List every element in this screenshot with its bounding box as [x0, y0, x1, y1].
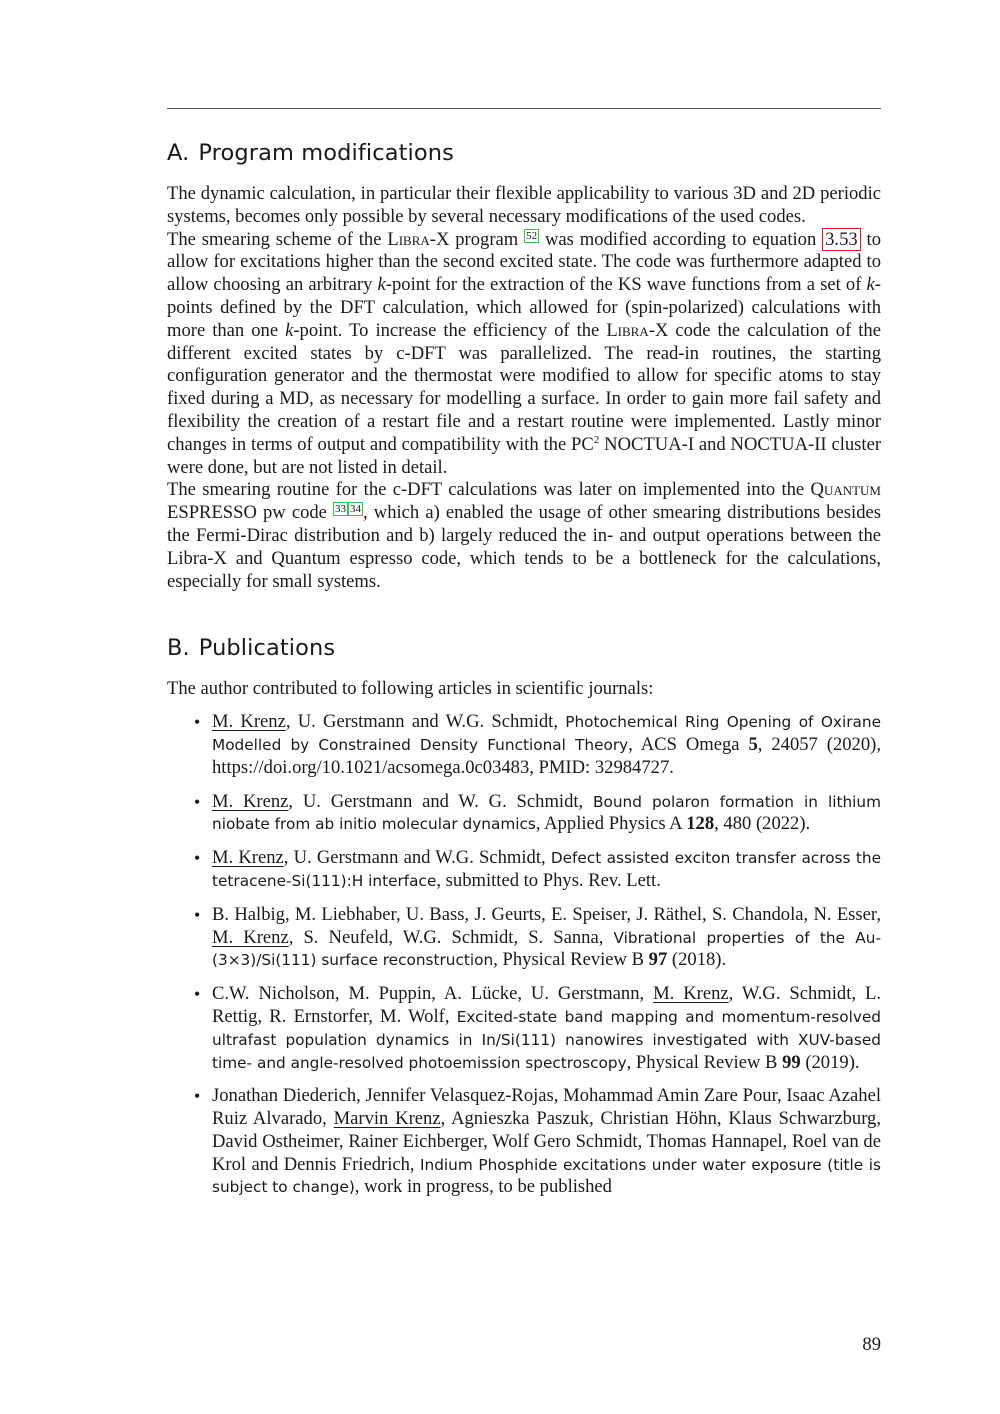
pub-journal: , submitted to Phys. Rev. Lett.: [436, 869, 661, 891]
pub-authors-post: , U. Gerstmann and W.G. Schmidt,: [283, 847, 551, 869]
text-run: -X program: [429, 228, 525, 250]
k-symbol: k: [285, 319, 294, 341]
pub-tail: , 24057 (2020), https://doi.org/10.1021/acsomega.0c03483, PMID: 32984727.: [212, 733, 881, 778]
page-content: [167, 110, 881, 1210]
pub-journal: , ACS Omega: [628, 733, 749, 755]
section-a-paragraph-3: [167, 479, 881, 593]
text-run: NOCTUA-I and NOCTUA-II cluster were done, but are not listed in detail.: [167, 433, 882, 478]
pub-volume: 5: [748, 733, 758, 755]
libra-name: Libra: [606, 319, 649, 341]
pub-authors-pre: B. Halbig, M. Liebhaber, U. Bass, J. Geurts, E. Speiser, J. Räthel, S. Chandola, N. Esser,: [212, 903, 881, 925]
pub-journal: , Applied Physics A: [535, 813, 687, 835]
publications-intro: The author contributed to following articles in scientific journals:: [167, 678, 654, 700]
section-a-heading: [167, 140, 881, 166]
pub-author-highlight: M. Krenz: [212, 711, 286, 733]
pub-journal: , work in progress, to be published: [354, 1176, 612, 1198]
publication-item: [167, 904, 881, 972]
pub-volume: 99: [782, 1051, 801, 1073]
bullet-icon: •: [194, 791, 201, 812]
pub-authors-pre: Jonathan Diederich, Jennifer Velasquez-Rojas, Mohammad Amin Zare Pour, Isaac Azahel Ruiz Alvarado,: [212, 1085, 881, 1130]
pub-authors-post: , Agnieszka Paszuk, Christian Höhn, Klaus Schwarzburg, David Ostheimer, Rainer Eichberger, Wolf Gero Schmidt, Thomas Hannapel, Roel van de Krol and Dennis Friedrich,: [212, 1108, 882, 1175]
superscript: 2: [593, 433, 600, 446]
pub-title: Bound polaron formation in lithium niobate from ab initio molecular dynamics: [212, 792, 881, 834]
section-a-number: A.: [167, 140, 190, 166]
k-symbol: k: [377, 274, 386, 296]
pub-author-highlight: M. Krenz: [212, 926, 289, 948]
text-run: -point. To increase the efficiency of the: [293, 319, 607, 341]
pub-authors-post: , W.G. Schmidt, L. Rettig, R. Ernstorfer, M. Wolf,: [212, 983, 881, 1027]
pub-title: Photochemical Ring Opening of Oxirane Modelled by Constrained Density Functional Theory: [212, 713, 881, 754]
header-rule: [167, 108, 881, 109]
pub-authors-pre: C.W. Nicholson, M. Puppin, A. Lücke, U. Gerstmann,: [212, 983, 654, 1005]
pub-volume: 97: [648, 949, 668, 971]
publication-item: [167, 711, 881, 779]
pub-tail: (2019).: [800, 1051, 860, 1073]
section-b-number: B.: [167, 635, 190, 662]
citation-link[interactable]: 33: [335, 503, 347, 516]
text-run: ESPRESSO pw code: [167, 502, 334, 524]
citation-link[interactable]: 34: [350, 503, 362, 516]
text-run: was modified according to equation: [539, 228, 823, 250]
text-run: -point for the extraction of the KS wave functions from a set of: [385, 274, 867, 296]
section-a-title: Program modifications: [198, 140, 454, 166]
page-number: 89: [862, 1334, 881, 1355]
k-symbol: k: [866, 274, 875, 296]
pub-title: Indium Phosphide excitations under water exposure (title is subject to change): [212, 1155, 881, 1197]
text-run: The smearing scheme of the: [167, 228, 388, 250]
pub-authors-post: , U. Gerstmann and W.G. Schmidt,: [285, 711, 566, 733]
pub-authors-post: , U. Gerstmann and W. G. Schmidt,: [288, 790, 593, 812]
text-run: -points defined by the DFT calculation, which allowed for (spin-polarized) calculations with more than one: [167, 274, 881, 341]
bullet-icon: •: [194, 984, 201, 1005]
bullet-icon: •: [194, 712, 201, 733]
pub-author-highlight: M. Krenz: [653, 983, 729, 1005]
libra-name: Libra: [387, 228, 430, 250]
pub-title: Defect assisted exciton transfer across the tetracene-Si(111):H interface: [212, 849, 881, 890]
publication-list: [167, 711, 881, 1199]
pub-tail: , 480 (2022).: [714, 813, 811, 835]
text-run: to allow for excitations higher than the second excited state. The code was furthermore adapted to allow choosing an arbitrary: [167, 228, 881, 296]
citation-link[interactable]: 52: [526, 229, 538, 242]
quantum-name: Quantum: [810, 479, 881, 501]
equation-link[interactable]: 3.53: [822, 228, 861, 251]
text-run: , which a) enabled the usage of other smearing distributions besides the Fermi-Dirac distribution and b) largely reduced the in- and output operations between the Libra-X and Quantum espresso code, which tends to be a bottleneck for the calculations, especially for small systems.: [167, 502, 881, 592]
publication-item: [167, 983, 881, 1074]
pub-author-highlight: M. Krenz: [212, 847, 284, 869]
section-b-heading: [167, 635, 881, 661]
pub-journal: , Physical Review B: [626, 1051, 783, 1073]
bullet-icon: •: [194, 848, 201, 869]
pub-authors-post: , S. Neufeld, W.G. Schmidt, S. Sanna,: [288, 926, 614, 948]
publication-item: [167, 1085, 881, 1199]
pub-author-highlight: Marvin Krenz: [333, 1108, 441, 1130]
section-b-title: Publications: [198, 635, 336, 662]
publication-item: [167, 791, 881, 837]
text-run: -X code the calculation of the different excited states by c-DFT was parallelized. The read-in routines, the starting configuration generator and the thermostat were modified to allow for specific atoms to stay fixed during a MD, as necessary for modelling a surface. In order to gain more fail safety and flexibility the creation of a restart file and a restart routine were implemented. Lastly minor changes in terms of output and compatibility with the PC: [167, 319, 881, 455]
bullet-icon: •: [194, 1086, 201, 1107]
pub-author-highlight: M. Krenz: [212, 790, 289, 812]
publication-item: [167, 847, 881, 893]
section-a-paragraph-1: The dynamic calculation, in particular their flexible applicability to various 3D and 2D periodic systems, becomes only possible by several necessary modifications of the used codes.: [167, 183, 881, 227]
pub-title: Vibrational properties of the Au-(3×3)/Si(111) surface reconstruction: [212, 928, 881, 970]
pub-title: Excited-state band mapping and momentum-resolved ultrafast population dynamics in In/Si(111) nanowires investigated with XUV-based time- and angle-resolved photoemission spectroscopy: [212, 1007, 881, 1072]
bullet-icon: •: [194, 904, 201, 925]
pub-volume: 128: [686, 813, 715, 835]
text-run: The smearing routine for the c-DFT calculations was later on implemented into the: [167, 479, 811, 501]
section-a-paragraph-2: [167, 229, 881, 480]
pub-journal: , Physical Review B: [493, 949, 649, 971]
pub-tail: (2018).: [667, 949, 727, 971]
